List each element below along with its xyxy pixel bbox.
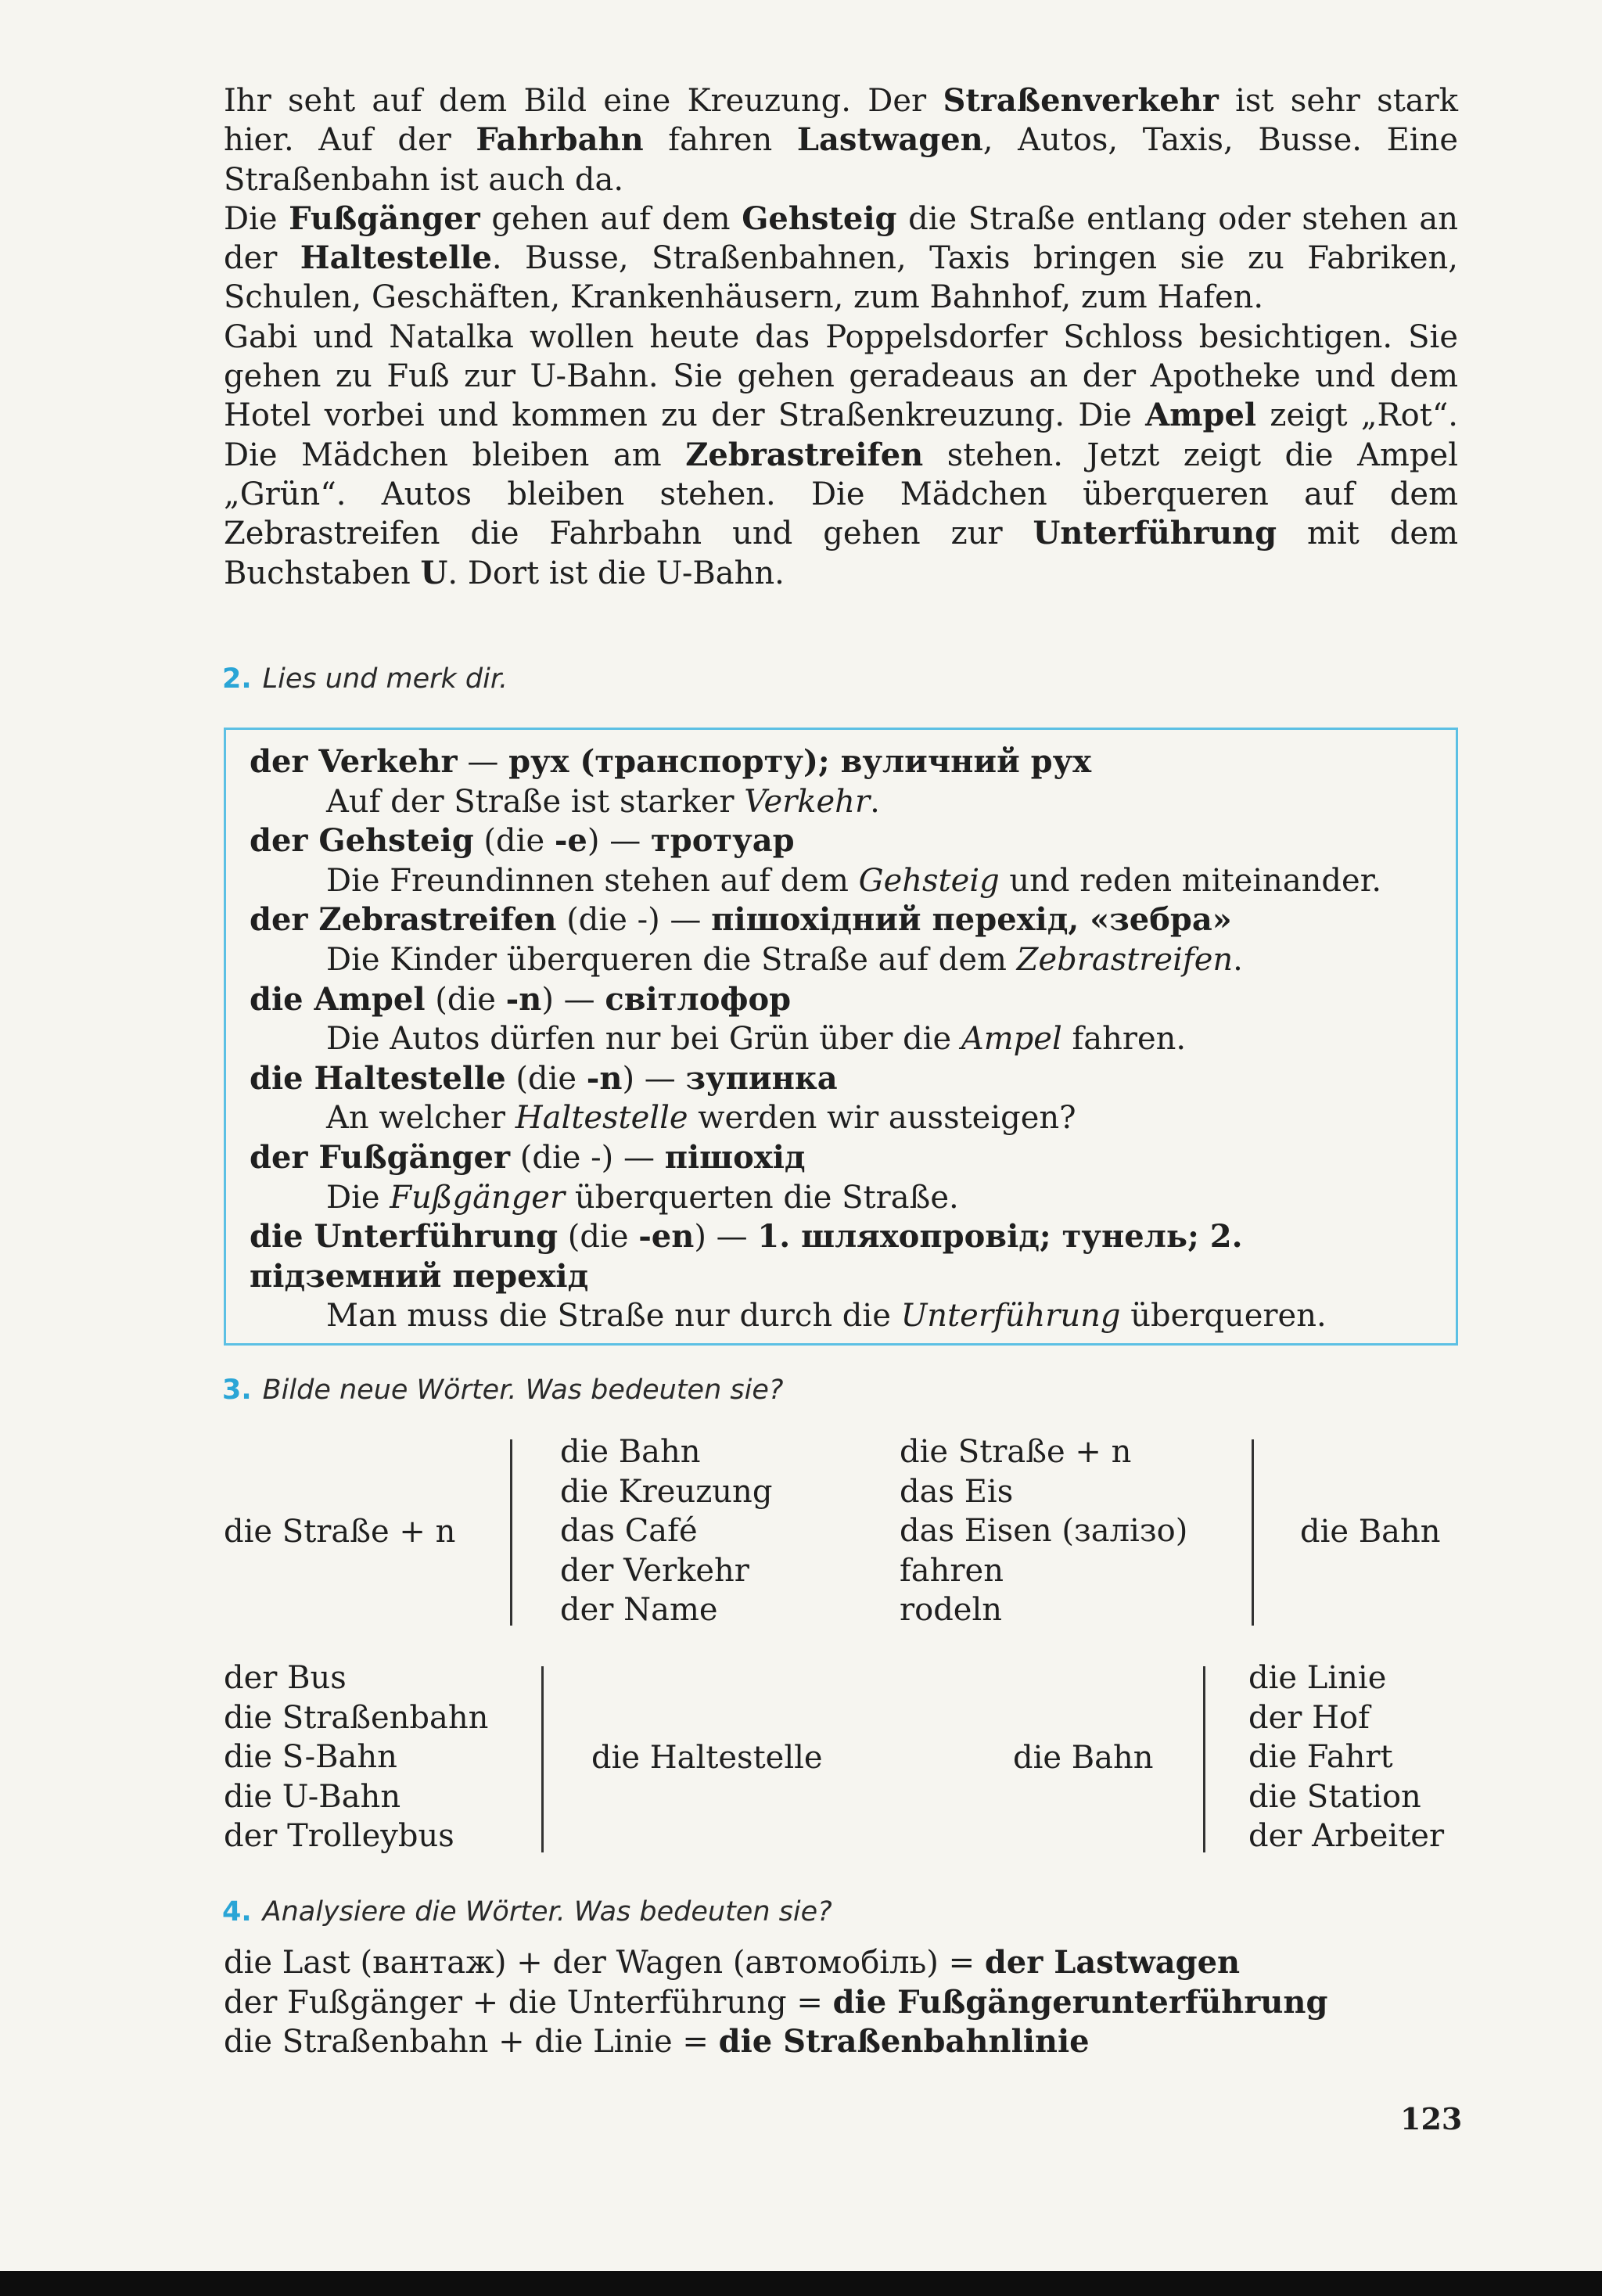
vocab-example [326, 1178, 1432, 1218]
italic-term: Haltestelle [515, 1100, 688, 1137]
bold-term: Haltestelle [300, 239, 492, 277]
text-run: die Last (вантаж) + der Wagen (автомобіль) = [224, 1945, 985, 1981]
bold-term: Ampel [1145, 397, 1257, 434]
bold-term: die Ampel [250, 980, 426, 1018]
word-item: der Arbeiter [1248, 1818, 1445, 1854]
exercise-3-heading [222, 1374, 783, 1406]
exercise-4-heading [222, 1896, 832, 1928]
vocab-entry [250, 980, 1432, 1020]
word-item: rodeln [900, 1592, 1003, 1628]
text-run: , Autos, Taxis, Busse. Eine Straßenbahn ist auch da. [224, 122, 1458, 198]
bold-term: Lastwagen [796, 121, 983, 159]
vocab-entry [250, 1217, 1432, 1296]
text-run: Auf der Straße ist starker [326, 783, 745, 820]
page-number: 123 [1400, 2101, 1463, 2136]
text-run: fahren. [1061, 1021, 1187, 1058]
bold-term: der Gehsteig [250, 822, 474, 860]
bold-term: Fußgänger [289, 199, 480, 237]
text-run: ) — [694, 1219, 758, 1256]
bold-term: die Straßenbahnlinie [718, 2023, 1090, 2060]
vocab-example [326, 782, 1432, 822]
italic-term: Gehsteig [858, 862, 1000, 899]
bold-term: світлофор [605, 980, 792, 1018]
bold-term: -en [638, 1218, 695, 1256]
text-run: (die [558, 1219, 639, 1256]
exercise-4-lines [224, 1943, 1327, 2062]
bold-term: -n [505, 980, 542, 1018]
intro-paragraph-3 [224, 318, 1458, 593]
analysis-line-3 [224, 2022, 1327, 2062]
bold-term: 1. шляхопровід; тунель; 2. підземний перехід [250, 1218, 1243, 1295]
bold-term: Fahrbahn [476, 121, 644, 159]
word-item: die U-Bahn [224, 1778, 401, 1815]
word-item: die Station [1248, 1778, 1421, 1815]
bold-term: пішохідний перехід, «зебра» [711, 901, 1232, 939]
vocabulary-box [224, 728, 1458, 1346]
vocab-entry [250, 900, 1432, 940]
text-run: ) — [587, 823, 651, 860]
bold-term: Straßenverkehr [943, 82, 1219, 119]
text-run: Man muss die Straße nur durch die [326, 1298, 901, 1335]
analysis-line-2 [224, 1983, 1327, 2023]
italic-term: Unterführung [900, 1298, 1121, 1335]
word-item: fahren [900, 1552, 1004, 1589]
vocab-example [326, 861, 1432, 901]
text-run: (die [425, 981, 506, 1018]
word-item: der Bus [224, 1660, 347, 1696]
divider [510, 1439, 512, 1626]
exercise-title: Lies und merk dir. [262, 663, 508, 695]
text-run: die Straßenbahn + die Linie = [224, 2024, 719, 2060]
block1-right-word: die Bahn [1300, 1514, 1441, 1550]
bold-term: -n [586, 1059, 623, 1097]
text-run: mit dem Buchstaben [224, 516, 1458, 591]
text-run: (die -) — [510, 1139, 665, 1176]
text-run: Die [224, 200, 289, 237]
text-run: fahren [643, 122, 797, 159]
bold-term: der Zebrastreifen [250, 901, 557, 939]
italic-term: Verkehr [744, 783, 871, 820]
exercise-title: Analysiere die Wörter. Was bedeuten sie? [262, 1896, 832, 1928]
bold-term: die Unterführung [250, 1218, 559, 1256]
italic-term: Zebrastreifen [1016, 941, 1234, 978]
word-item: der Name [560, 1592, 718, 1628]
word-item: die Linie [1248, 1660, 1387, 1696]
bold-term: Gehsteig [742, 199, 897, 237]
scan-edge-bar [0, 2271, 1602, 2296]
text-run: und reden miteinander. [999, 862, 1382, 899]
text-run: der Fußgänger + die Unterführung = [224, 1984, 833, 2021]
word-item: der Trolleybus [224, 1818, 454, 1854]
italic-term: Ampel [961, 1021, 1062, 1058]
exercise-number: 4. [222, 1896, 252, 1928]
word-item: die Fahrt [1248, 1739, 1393, 1775]
text-run: gehen auf dem [480, 200, 742, 237]
text-run: zeigt „Rot“. Die Mädchen bleiben am [224, 397, 1458, 473]
divider [541, 1666, 544, 1852]
exercise-2-heading [222, 663, 508, 695]
block2-right-list [1248, 1658, 1444, 1856]
block1-left-word: die Straße + n [224, 1514, 456, 1550]
text-run: (die [473, 823, 555, 860]
vocab-entry [250, 821, 1432, 861]
bold-term: Unterführung [1033, 515, 1277, 552]
text-run: . Busse, Straßenbahnen, Taxis bringen sie zu Fabriken, Schulen, Geschäften, Krankenhäusern, zum Bahnhof, zum Hafen. [224, 240, 1458, 316]
word-item: der Verkehr [560, 1552, 749, 1589]
word-item: der Hof [1248, 1699, 1370, 1736]
text-run: (die [505, 1060, 587, 1097]
text-run: ) — [541, 981, 605, 1018]
word-item: das Eis [900, 1473, 1014, 1510]
word-item: die Kreuzung [560, 1473, 773, 1510]
text-run: stehen. Jetzt zeigt die Ampel „Grün“. Autos bleiben stehen. Die Mädchen überqueren auf dem Zebrastreifen die Fahrbahn und gehen zur [224, 437, 1458, 552]
exercise-title: Bilde neue Wörter. Was bedeuten sie? [262, 1374, 784, 1406]
text-run: . Dort ist die U-Bahn. [447, 555, 785, 591]
word-item: das Café [560, 1513, 698, 1549]
vocab-example [326, 1296, 1432, 1336]
text-run: Die Freundinnen stehen auf dem [326, 862, 859, 899]
vocabulary-list [250, 742, 1432, 1336]
vocab-entry [250, 742, 1432, 782]
text-run: Die Autos dürfen nur bei Grün über die [326, 1021, 961, 1058]
bold-term: рух (транспорту); вуличний рух [508, 743, 1092, 780]
vocab-entry [250, 1138, 1432, 1178]
text-run: . [1233, 941, 1243, 978]
intro-paragraph-1 [224, 81, 1458, 199]
block2-left-list [224, 1658, 488, 1856]
block2-center-word: die Haltestelle [591, 1740, 823, 1776]
bold-term: Zebrastreifen [685, 436, 924, 473]
analysis-line-1 [224, 1943, 1327, 1983]
text-run: ) — [622, 1060, 686, 1097]
exercise-number: 2. [222, 663, 252, 695]
text-run: An welcher [326, 1100, 515, 1137]
vocab-example [326, 1098, 1432, 1138]
word-item: das Eisen (залізо) [900, 1513, 1188, 1549]
bold-term: пішохід [664, 1138, 806, 1176]
word-item: die Straßenbahn [224, 1699, 489, 1736]
text-run: die Straße entlang oder stehen an der [224, 200, 1459, 277]
exercise-number: 3. [222, 1374, 252, 1406]
text-run: Die [326, 1179, 390, 1216]
block2-center-word-2: die Bahn [1013, 1740, 1154, 1776]
text-run: Gabi und Natalka wollen heute das Poppelsdorfer Schloss besichtigen. Sie gehen zu Fuß zur U-Bahn. Sie gehen geradeaus an der Apotheke und dem Hotel vorbei und kommen zu der Straßenkreuzung. Die [224, 318, 1458, 434]
word-item: die Bahn [560, 1434, 701, 1470]
vocab-example [326, 940, 1432, 980]
text-run: werden wir aussteigen? [688, 1100, 1076, 1137]
bold-term: зупинка [685, 1059, 838, 1097]
bold-term: der Lastwagen [984, 1944, 1241, 1981]
text-run: . [870, 783, 880, 820]
text-run: (die -) — [556, 902, 712, 939]
italic-term: Fußgänger [390, 1179, 566, 1216]
bold-term: -e [554, 822, 587, 860]
word-item: die Straße + n [900, 1434, 1132, 1470]
text-run: — [457, 744, 509, 780]
bold-term: der Fußgänger [250, 1138, 511, 1176]
bold-term: U [420, 554, 448, 591]
bold-term: die Haltestelle [250, 1059, 506, 1097]
divider [1203, 1666, 1205, 1852]
block1-middle-list-1 [560, 1432, 772, 1630]
bold-term: die Fußgängerunterführung [832, 1983, 1328, 2021]
word-item: die S-Bahn [224, 1739, 397, 1775]
bold-term: тротуар [650, 822, 795, 860]
text-run: Ihr seht auf dem Bild eine Kreuzung. Der [224, 83, 943, 119]
intro-text [224, 81, 1458, 593]
vocab-entry [250, 1059, 1432, 1099]
bold-term: der Verkehr [250, 743, 458, 780]
block1-middle-list-2 [900, 1432, 1187, 1630]
text-run: ist sehr stark hier. Auf der [224, 83, 1458, 159]
text-run: Die Kinder überqueren die Straße auf dem [326, 941, 1017, 978]
text-run: überqueren. [1120, 1298, 1327, 1335]
text-run: überquerten die Straße. [565, 1179, 959, 1216]
vocab-example [326, 1019, 1432, 1059]
intro-paragraph-2 [224, 199, 1458, 318]
divider [1252, 1439, 1254, 1626]
